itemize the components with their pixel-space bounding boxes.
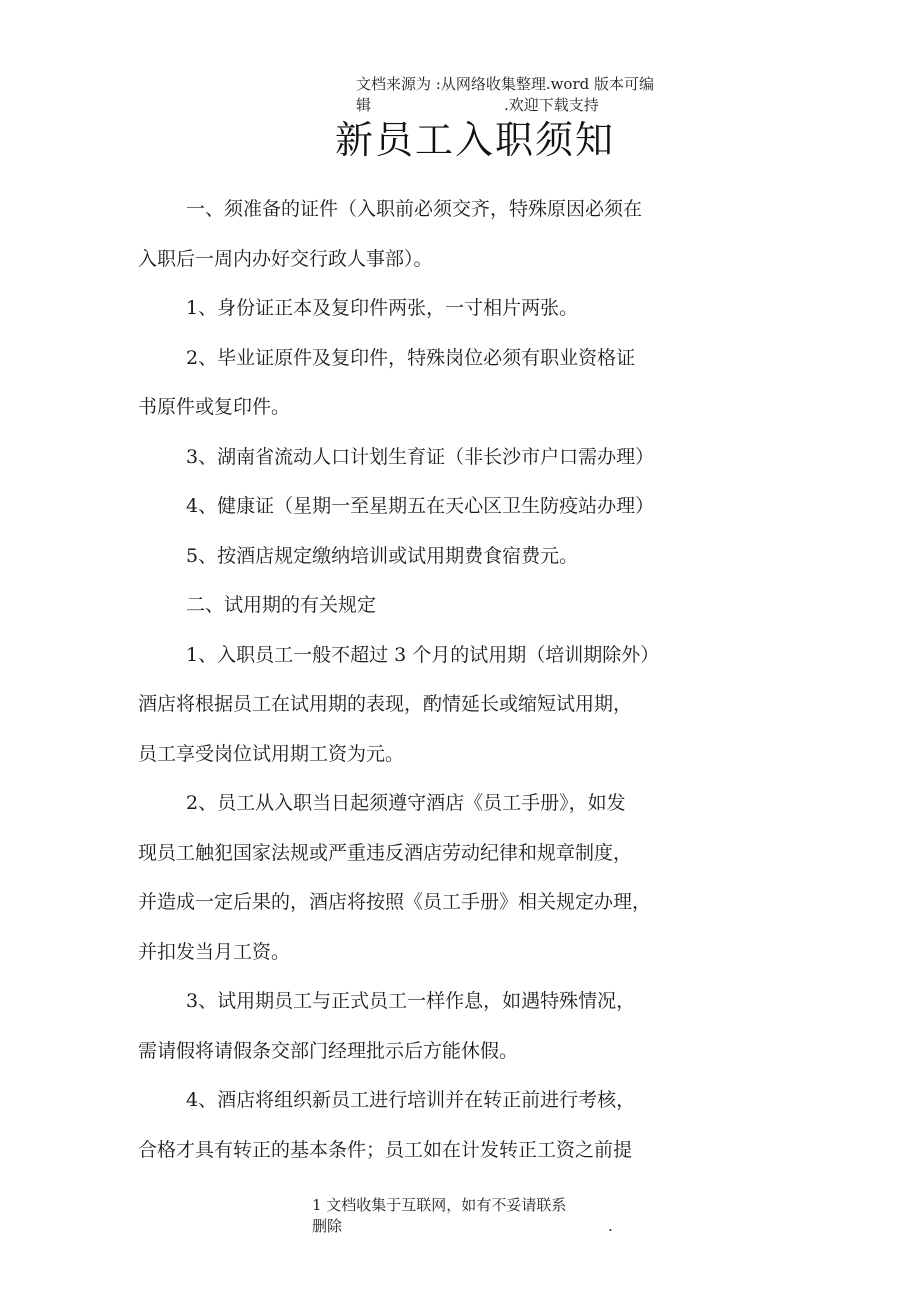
paragraph-item	[138, 779, 698, 829]
paragraph-continuation	[138, 680, 698, 779]
text-line: 3、湖南省流动人口计划生育证（非长沙市户口需办理）	[186, 445, 655, 468]
paragraph-item	[138, 482, 698, 532]
paragraph-continuation	[138, 829, 698, 978]
paragraph-continuation	[138, 1126, 698, 1176]
text-line: 5、按酒店规定缴纳培训或试用期费食宿费元。	[186, 544, 579, 567]
text-line: 4、健康证（星期一至星期五在天心区卫生防疫站办理）	[186, 495, 655, 517]
text-line: 并扣发当月工资。	[138, 940, 291, 963]
text-line: 酒店将根据员工在试用期的表现，酌情延长或缩短试用期，	[138, 693, 633, 715]
paragraph-item	[138, 1076, 698, 1126]
text-line: 1、入职员工一般不超过 3 个月的试用期（培训期除外）	[186, 643, 660, 666]
paragraph-item	[138, 433, 698, 483]
footer-dot: .	[608, 1217, 613, 1235]
text-line: 现员工触犯国家法规或严重违反酒店劳动纪律和规章制度，	[138, 841, 633, 864]
footer-line-2	[312, 1216, 632, 1237]
paragraph-continuation	[138, 383, 698, 433]
text-line: 书原件或复印件。	[138, 396, 291, 418]
paragraph-continuation	[138, 235, 698, 285]
page-footer	[312, 1195, 632, 1237]
text-line: 3、试用期员工与正式员工一样作息，如遇特殊情况，	[186, 990, 636, 1012]
text-line: 1、身份证正本及复印件两张，一寸相片两张。	[186, 297, 579, 319]
paragraph-item	[138, 977, 698, 1027]
source-note-line-2-start: 辑	[356, 96, 372, 114]
text-line: 2、毕业证原件及复印件，特殊岗位必须有职业资格证	[186, 346, 636, 369]
source-note-line-1: 文档来源为 :从网络收集整理.word 版本可编	[356, 75, 655, 93]
paragraph-item	[138, 284, 698, 334]
document-body	[138, 185, 698, 1175]
text-line: 需请假将请假条交部门经理批示后方能休假。	[138, 1039, 519, 1062]
paragraph-item	[138, 631, 698, 681]
paragraph-item	[138, 532, 698, 582]
source-note	[356, 74, 696, 116]
text-line: 合格才具有转正的基本条件；员工如在计发转正工资之前提	[138, 1138, 633, 1161]
paragraph-section-2-heading	[138, 581, 698, 631]
source-note-line-2-end: .欢迎下载支持	[504, 96, 599, 114]
text-line: 一、须准备的证件（入职前必须交齐，特殊原因必须在	[186, 198, 643, 220]
text-line: 2、员工从入职当日起须遵守酒店《员工手册》，如发	[186, 792, 626, 814]
text-line: 入职后一周内办好交行政人事部）。	[138, 247, 433, 270]
text-line: 4、酒店将组织新员工进行培训并在转正前进行考核，	[186, 1089, 636, 1111]
paragraph-section-1-heading	[138, 185, 698, 235]
document-title: 新员工入职须知	[334, 118, 615, 162]
footer-line-2-text: 删除	[312, 1217, 343, 1235]
paragraph-item	[138, 334, 698, 384]
paragraph-continuation	[138, 1027, 698, 1077]
text-line: 二、试用期的有关规定	[186, 594, 377, 616]
text-line: 员工享受岗位试用期工资为元。	[138, 742, 405, 765]
footer-line-1: 1 文档收集于互联网，如有不妥请联系	[312, 1196, 567, 1214]
text-line: 并造成一定后果的，酒店将按照《员工手册》相关规定办理，	[138, 891, 652, 913]
